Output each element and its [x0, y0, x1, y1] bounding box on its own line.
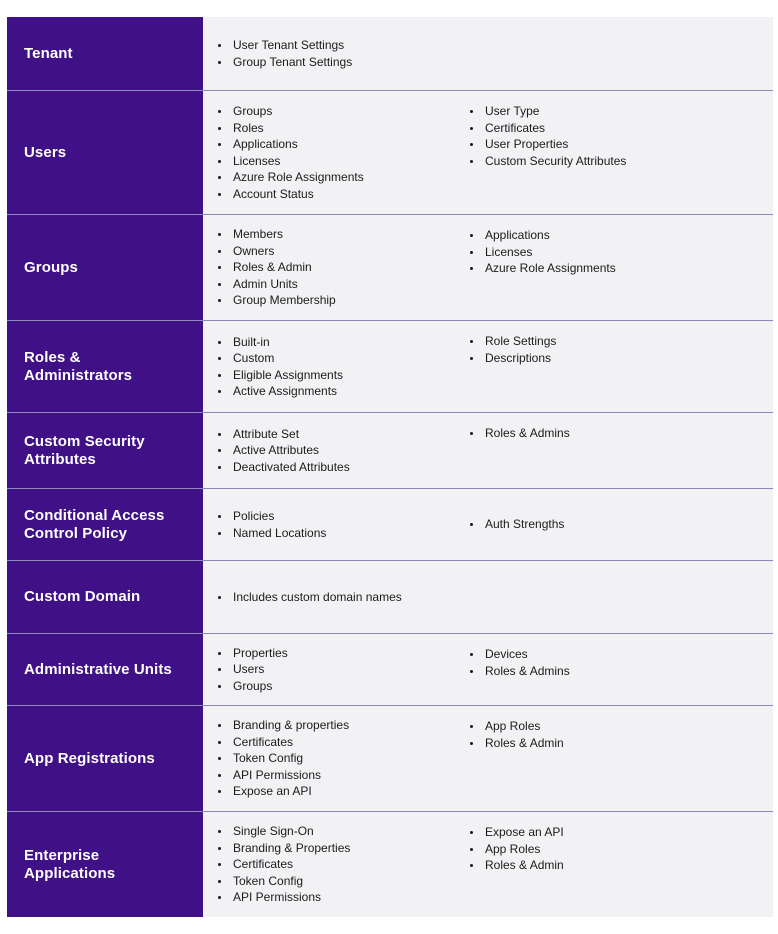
table-row-conditional-access-control-policy [7, 489, 773, 561]
row-label-line-1: Roles & [24, 348, 81, 366]
list-item: Account Status [217, 186, 469, 203]
list-item: Roles & Admin [217, 259, 469, 276]
list-item: Applications [217, 136, 469, 153]
list-item: App Roles [469, 841, 721, 858]
row-label-line-1: Custom Security [24, 432, 145, 450]
row-label-text: Administrative Units [24, 660, 172, 678]
row-label-line-2: Control Policy [24, 524, 128, 542]
list-item: Role Settings [469, 333, 721, 350]
list-item: Token Config [217, 750, 469, 767]
row-label-text: Users [24, 143, 67, 161]
row-content [203, 812, 773, 917]
list-column-2 [469, 516, 721, 533]
row-label [7, 489, 203, 560]
table-row-custom-domain [7, 561, 773, 634]
table-row-app-registrations [7, 706, 773, 812]
table-row-users [7, 91, 773, 215]
row-label [7, 812, 203, 917]
row-label-text: Custom Domain [24, 588, 141, 605]
list-item: Group Membership [217, 292, 469, 309]
row-content [203, 489, 773, 560]
row-label-line-2: Applications [24, 864, 116, 882]
list-item: Properties [217, 645, 469, 662]
row-label-text [24, 349, 132, 385]
table-row-tenant [7, 17, 773, 91]
row-label [7, 215, 203, 320]
list-column-1 [217, 37, 469, 70]
row-label [7, 321, 203, 412]
list-column-2 [469, 718, 721, 751]
list-column-2 [469, 103, 721, 169]
list-column-1 [217, 226, 469, 309]
row-label-text: Groups [24, 258, 78, 276]
row-label-line-1: Conditional Access [24, 506, 165, 524]
list-item: API Permissions [217, 889, 469, 906]
list-column-1 [217, 717, 469, 800]
row-label-text [24, 847, 115, 883]
row-content [203, 634, 773, 705]
row-label-text [24, 433, 145, 469]
permissions-table [7, 17, 773, 917]
table-row-custom-security-attributes [7, 413, 773, 489]
list-item: User Type [469, 103, 721, 120]
row-content [203, 215, 773, 320]
list-item: Named Locations [217, 525, 469, 542]
list-item: Devices [469, 646, 721, 663]
row-label-text: Tenant [24, 44, 73, 62]
list-item: Custom Security Attributes [469, 153, 721, 170]
row-content [203, 321, 773, 412]
list-column-1 [217, 645, 469, 695]
list-item: Members [217, 226, 469, 243]
list-item: Certificates [469, 120, 721, 137]
list-item: Admin Units [217, 276, 469, 293]
list-item: Roles & Admins [469, 663, 721, 680]
list-item: Deactivated Attributes [217, 459, 469, 476]
list-item: Active Attributes [217, 442, 469, 459]
list-item: Roles & Admin [469, 857, 721, 874]
list-item: Group Tenant Settings [217, 54, 469, 71]
table-row-groups [7, 215, 773, 321]
list-item: Roles & Admin [469, 735, 721, 752]
row-content [203, 17, 773, 90]
list-column-1 [217, 508, 469, 541]
list-item: API Permissions [217, 767, 469, 784]
list-item: Licenses [469, 244, 721, 261]
list-item: User Tenant Settings [217, 37, 469, 54]
list-item: Roles & Admins [469, 425, 721, 442]
list-item: Custom [217, 350, 469, 367]
list-item: Built-in [217, 334, 469, 351]
list-item: Attribute Set [217, 426, 469, 443]
row-label [7, 413, 203, 488]
list-item: Policies [217, 508, 469, 525]
list-item: Owners [217, 243, 469, 260]
list-column-1 [217, 334, 469, 400]
list-column-2 [469, 333, 721, 366]
list-item: Eligible Assignments [217, 367, 469, 384]
list-item: Users [217, 661, 469, 678]
list-item: Groups [217, 678, 469, 695]
list-item: App Roles [469, 718, 721, 735]
list-column-2 [469, 425, 721, 442]
row-label-text: App Registrations [24, 749, 155, 767]
row-label [7, 634, 203, 705]
list-item: Certificates [217, 734, 469, 751]
list-item: Azure Role Assignments [469, 260, 721, 277]
list-item: User Properties [469, 136, 721, 153]
list-item: Expose an API [217, 783, 469, 800]
list-column-1 [217, 426, 469, 476]
table-row-enterprise-applications [7, 812, 773, 917]
list-column-1 [217, 823, 469, 906]
row-content [203, 561, 773, 633]
list-item: Expose an API [469, 824, 721, 841]
row-content [203, 706, 773, 811]
row-content [203, 91, 773, 214]
list-item: Applications [469, 227, 721, 244]
row-label [7, 561, 203, 633]
list-column-1 [217, 589, 469, 606]
list-item: Groups [217, 103, 469, 120]
list-column-2 [469, 824, 721, 874]
list-item: Single Sign-On [217, 823, 469, 840]
row-label-line-2: Administrators [24, 366, 133, 384]
list-column-2 [469, 227, 721, 277]
list-column-2 [469, 646, 721, 679]
list-item: Token Config [217, 873, 469, 890]
list-item: Auth Strengths [469, 516, 721, 533]
list-item: Branding & Properties [217, 840, 469, 857]
list-item: Azure Role Assignments [217, 169, 469, 186]
list-item: Active Assignments [217, 383, 469, 400]
list-item: Includes custom domain names [217, 589, 469, 606]
table-row-administrative-units [7, 634, 773, 706]
list-item: Roles [217, 120, 469, 137]
list-item: Descriptions [469, 350, 721, 367]
list-item: Certificates [217, 856, 469, 873]
row-label [7, 17, 203, 90]
row-label [7, 91, 203, 214]
row-label-text [24, 507, 164, 543]
table-row-roles-administrators [7, 321, 773, 413]
row-content [203, 413, 773, 488]
row-label-line-1: Enterprise [24, 846, 100, 864]
row-label [7, 706, 203, 811]
list-column-1 [217, 103, 469, 202]
row-label-line-2: Attributes [24, 450, 96, 468]
list-item: Branding & properties [217, 717, 469, 734]
list-item: Licenses [217, 153, 469, 170]
